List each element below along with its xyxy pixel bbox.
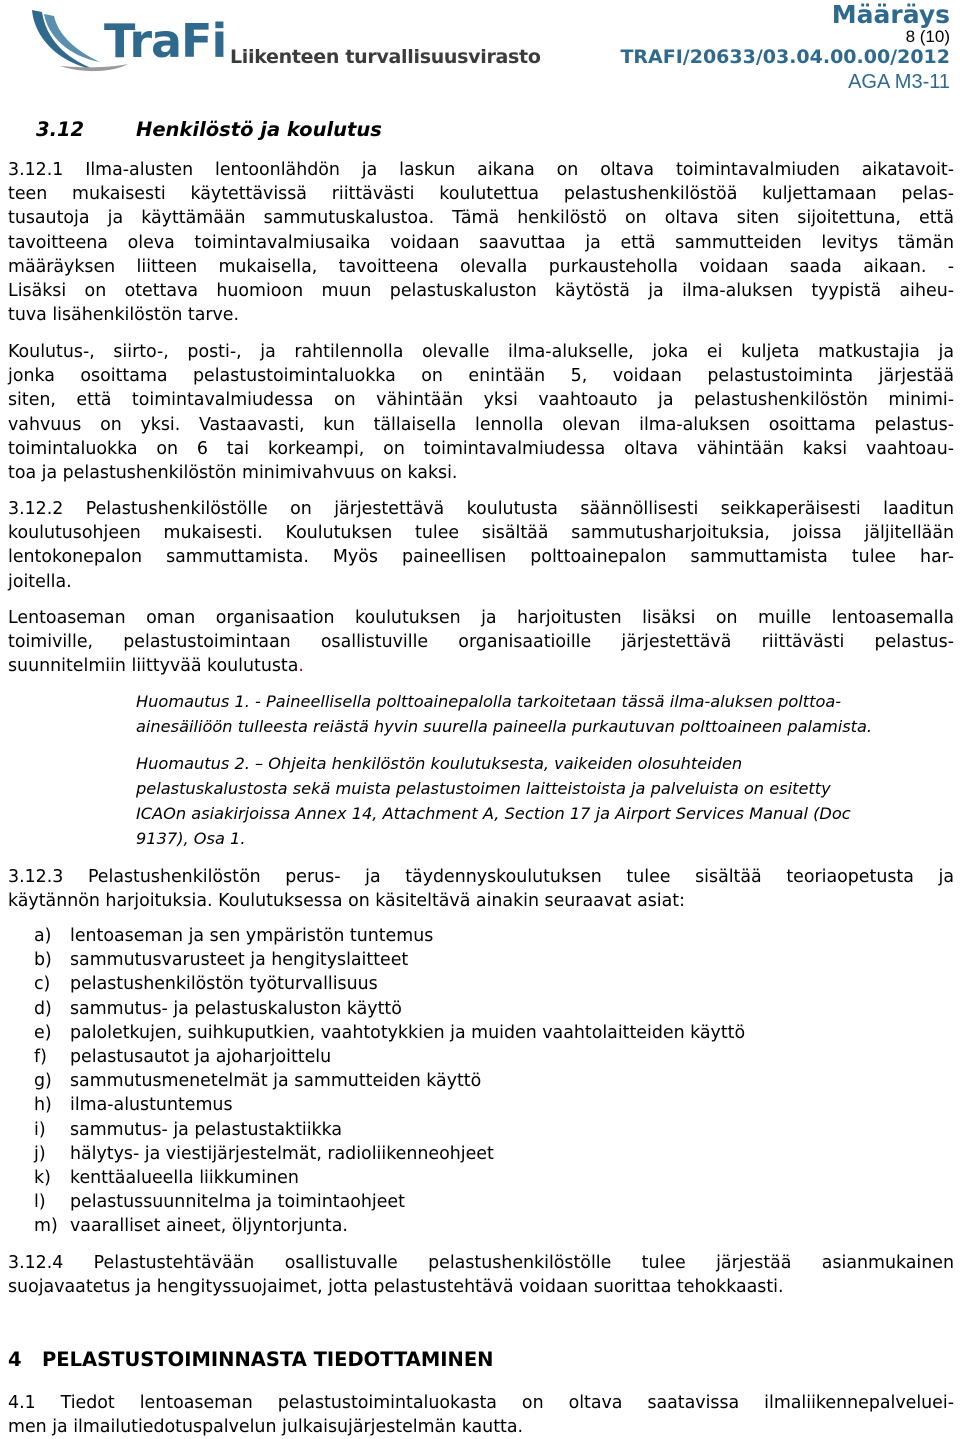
text-line: vahvuus on yksi. Vastaavasti, kun tällaisella lennolla olevan ilma-aluksen osoittama pelastus-	[8, 414, 954, 435]
note-line: ainesäiliöön tulleesta reiästä hyvin suurella paineella purkautuvan polttoaineen palamista.	[136, 717, 873, 736]
text-line: koulutusohjeen mukaisesti. Koulutuksen tulee sisältää sammutusharjoituksia, joissa jäljitellään	[8, 523, 954, 544]
list-item-text: ilma-alustuntemus	[70, 1095, 233, 1116]
text-line: 3.12.3 Pelastushenkilöstön perus- ja täydennyskoulutuksen tulee sisältää teoriaopetusta ja	[8, 867, 954, 887]
paragraph-4-1	[8, 1391, 954, 1439]
note-line: pelastuskalustosta sekä muista pelastustoimen laitteistoista ja palveluista on esitetty	[136, 779, 831, 798]
list-item-label: i)	[34, 1119, 46, 1140]
list-item-text: sammutusmenetelmät ja sammutteiden käyttö	[70, 1071, 482, 1092]
note-line: ICAOn asiakirjoissa Annex 14, Attachment A, Section 17 ja Airport Services Manual (Doc	[136, 804, 851, 823]
note-line: Huomautus 2. – Ohjeita henkilöstön koulutuksesta, vaikeiden olosuhteiden	[136, 754, 743, 773]
text-line: siten, että toimintavalmiudessa on vähintään yksi vaahtoauto ja pelastushenkilöstön minimi-	[8, 390, 954, 411]
list-item	[34, 972, 745, 996]
text-line: tavoitteena oleva toimintavalmiusaika voidaan saavuttaa ja että sammutteiden levitys tämän	[8, 232, 954, 253]
red-period: .	[298, 656, 304, 677]
document-reference: TRAFI/20633/03.04.00.00/2012	[620, 46, 950, 68]
document-type: Määräys	[831, 0, 950, 29]
note-1	[136, 689, 956, 739]
logo-wordmark: TraFi	[104, 14, 227, 68]
list-item	[34, 1166, 745, 1190]
list-item-text: sammutus- ja pelastuskaluston käyttö	[70, 998, 402, 1019]
section-number: 3.12	[36, 118, 85, 141]
text-line	[8, 654, 954, 678]
list-item-text: pelastussuunnitelma ja toimintaohjeet	[70, 1192, 405, 1213]
list-item-label: d)	[34, 998, 52, 1019]
list-item-text: pelastushenkilöstön työturvallisuus	[70, 974, 378, 995]
list-item	[34, 997, 745, 1021]
list-item	[34, 1069, 745, 1093]
text-line: toa ja pelastushenkilöstön minimivahvuus on kaksi.	[8, 462, 458, 483]
text-line: toimintaluokka on 6 tai korkeampi, on toimintavalmiudessa oltava vähintään kaksi vaahtoau-	[8, 438, 954, 459]
list-item-label: l)	[34, 1192, 46, 1213]
paragraph-3-12-3	[8, 865, 954, 913]
list-item-text: sammutus- ja pelastustaktiikka	[70, 1119, 343, 1140]
list-item-label: m)	[34, 1216, 58, 1237]
list-item-label: j)	[34, 1143, 46, 1164]
text-line: tuva lisähenkilöstön tarve.	[8, 305, 240, 326]
list-item	[34, 1118, 745, 1142]
text-line: Lisäksi on otettava huomioon muun pelastuskaluston käytöstä ja ilma-aluksen tyypistä aiheu-	[8, 280, 954, 301]
paragraph-3-12-4	[8, 1251, 954, 1299]
training-topics-list	[34, 924, 745, 1238]
text-line: suojavaatetus ja hengityssuojaimet, jotta pelastustehtävä voidaan suorittaa tehokkaasti.	[8, 1277, 784, 1298]
list-item	[34, 1142, 745, 1166]
list-item	[34, 1214, 745, 1238]
list-item	[34, 1021, 745, 1045]
text-line: toimiville, pelastustoimintaan osallistuville organisaatioille järjestettävä riittävästi pelastus-	[8, 632, 954, 653]
list-item	[34, 948, 745, 972]
note-line: 9137), Osa 1.	[136, 829, 246, 848]
text-line: 3.12.2 Pelastushenkilöstölle on järjestettävä koulutusta säännöllisesti seikkaperäisesti laaditun	[8, 499, 954, 519]
text-line: käytännön harjoituksia. Koulutuksessa on käsiteltävä ainakin seuraavat asiat:	[8, 891, 685, 912]
list-item-label: k)	[34, 1167, 51, 1188]
chapter-heading	[8, 1348, 493, 1371]
section-title: Henkilöstö ja koulutus	[136, 118, 382, 141]
list-item-text: sammutusvarusteet ja hengityslaitteet	[70, 950, 409, 971]
text-line: Koulutus-, siirto-, posti-, ja rahtilennolla olevalle ilma-alukselle, joka ei kuljeta matkustajia ja	[8, 342, 954, 362]
text-line: 3.12.4 Pelastustehtävään osallistuvalle pelastushenkilöstölle tulee järjestää asianmukainen	[8, 1253, 954, 1273]
note-2	[136, 751, 956, 851]
list-item-text: kenttäalueella liikkuminen	[70, 1167, 299, 1188]
trafi-logo-mark	[24, 4, 454, 82]
text-line: Lentoaseman oman organisaation koulutuksen ja harjoitusten lisäksi on muille lentoasemalla	[8, 608, 954, 628]
chapter-number: 4	[8, 1348, 22, 1371]
document-code: AGA M3-11	[848, 71, 950, 93]
list-item-label: g)	[34, 1071, 52, 1092]
text-line-content: suunnitelmiin liittyvää koulutusta	[8, 656, 299, 677]
note-line: Huomautus 1. - Paineellisella polttoainepalolla tarkoitetaan tässä ilma-aluksen polttoa-	[136, 692, 842, 711]
list-item-label: h)	[34, 1095, 52, 1116]
text-line: määräyksen liitteen mukaisella, tavoitteena olevalla purkausteholla voidaan saada aikaan. -	[8, 256, 954, 277]
paragraph-flight-types	[8, 340, 954, 485]
list-item	[34, 1093, 745, 1117]
text-line: tusautoja ja käyttämään sammutuskalustoa. Tämä henkilöstö on oltava siten sijoitettuna, että	[8, 208, 954, 229]
section-heading	[36, 118, 382, 141]
list-item-text: lentoaseman ja sen ympäristön tuntemus	[70, 926, 434, 946]
chapter-title: PELASTUSTOIMINNASTA TIEDOTTAMINEN	[42, 1348, 494, 1371]
list-item	[34, 924, 745, 948]
paragraph-organisation-training	[8, 606, 954, 679]
list-item-text: pelastusautot ja ajoharjoittelu	[70, 1046, 332, 1067]
page-number: 8 (10)	[905, 27, 950, 46]
list-item-label: c)	[34, 974, 51, 995]
trafi-logo	[24, 4, 541, 82]
document-header-info	[620, 0, 950, 95]
list-item	[34, 1045, 745, 1069]
list-item-label: f)	[34, 1046, 47, 1067]
list-item-text: hälytys- ja viestijärjestelmät, radioliikenneohjeet	[70, 1143, 494, 1164]
list-item-label: b)	[34, 950, 52, 971]
list-item-label: e)	[34, 1022, 52, 1043]
text-line: 4.1 Tiedot lentoaseman pelastustoimintaluokasta on oltava saatavissa ilmaliikennepalveluei-	[8, 1393, 954, 1413]
text-line: 3.12.1 Ilma-alusten lentoonlähdön ja laskun aikana on oltava toimintavalmiuden aikatavoit-	[8, 160, 954, 180]
text-line: teen mukaisesti käytettävissä riittävästi koulutettua pelastushenkilöstöä kuljettamaan pelas-	[8, 184, 954, 205]
list-item-label: a)	[34, 926, 52, 946]
list-item-text: paloletkujen, suihkuputkien, vaahtotykkien ja muiden vaahtolaitteiden käyttö	[70, 1022, 746, 1043]
paragraph-3-12-1	[8, 158, 954, 327]
agency-name: Liikenteen turvallisuusvirasto	[230, 46, 541, 68]
text-line: joitella.	[8, 571, 72, 592]
text-line: jonka osoittama pelastustoimintaluokka on enintään 5, voidaan pelastustoiminta järjestää	[8, 366, 954, 387]
text-line: men ja ilmailutiedotuspalvelun julkaisujärjestelmän kautta.	[8, 1417, 524, 1438]
list-item-text: vaaralliset aineet, öljyntorjunta.	[70, 1216, 348, 1237]
list-item	[34, 1190, 745, 1214]
paragraph-3-12-2	[8, 497, 954, 594]
text-line: lentokonepalon sammuttamista. Myös paineellisen polttoainepalon sammuttamista tulee har-	[8, 547, 954, 568]
